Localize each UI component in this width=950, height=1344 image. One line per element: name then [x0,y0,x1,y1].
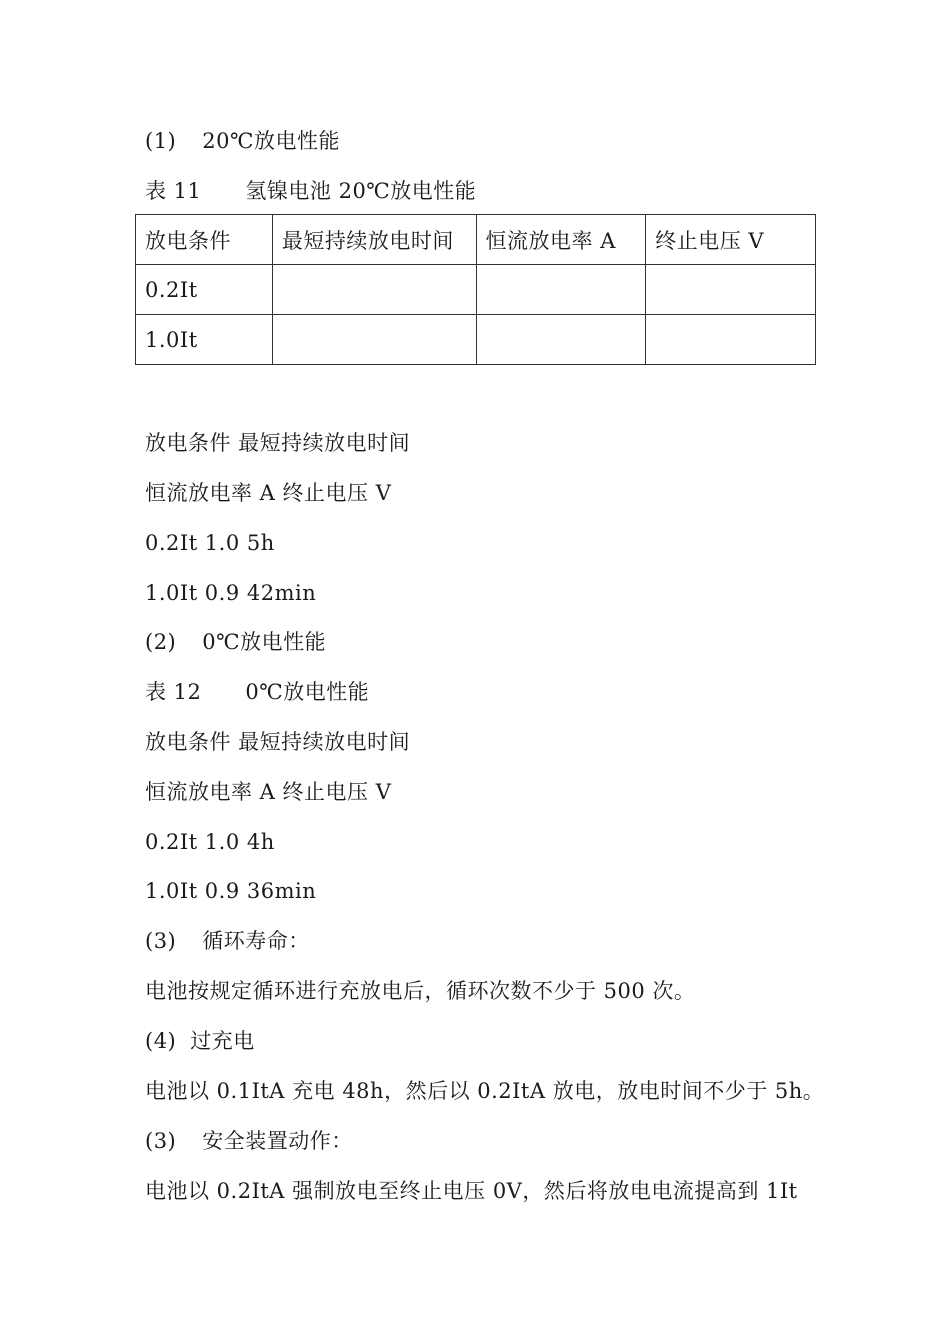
table-cell: 0.2It [136,265,273,315]
table-cell [476,265,646,315]
table-11-caption [145,178,476,204]
table-cell: 1.0It [136,315,273,365]
table-cell [646,265,816,315]
table-11 [135,214,816,365]
section-1-number: (1) [145,129,177,153]
text-line: 放电条件 最短持续放电时间 [145,730,411,754]
text-line: 0.2It 1.0 5h [145,531,275,555]
section-3-heading [145,928,310,954]
section-3-number: (3) [145,929,177,953]
section-5-title: 安全装置动作： [202,1129,353,1153]
table-12-caption [145,679,369,705]
safety-paragraph: 电池以 0.2ItA 强制放电至终止电压 0V，然后将放电电流提高到 1It [145,1179,798,1203]
table-row [136,315,816,365]
table-row [136,265,816,315]
header-cell-discharge-rate: 恒流放电率 A [476,215,646,265]
table-cell [272,265,476,315]
text-line: 0.2It 1.0 4h [145,830,275,854]
table-11-label: 表 11 [145,179,202,203]
section-4-title: 过充电 [190,1029,255,1053]
table-12-label: 表 12 [145,680,202,704]
text-line: 恒流放电率 A 终止电压 V [145,780,392,804]
section-2-heading [145,629,326,655]
text-line: 放电条件 最短持续放电时间 [145,431,411,455]
table-header-row [136,215,816,265]
cycle-life-paragraph: 电池按规定循环进行充放电后，循环次数不少于 500 次。 [145,979,696,1003]
section-1-heading [145,128,340,154]
text-line: 1.0It 0.9 36min [145,879,317,903]
header-cell-condition: 放电条件 [136,215,273,265]
table-cell [646,315,816,365]
table-cell [476,315,646,365]
section-5-number: (3) [145,1129,177,1153]
header-cell-end-voltage: 终止电压 V [646,215,816,265]
section-2-title: 0℃放电性能 [202,630,327,654]
section-1-title: 20℃放电性能 [202,129,340,153]
section-4-heading [145,1028,255,1054]
section-2-number: (2) [145,630,177,654]
table-cell [272,315,476,365]
table-11-title: 氢镍电池 20℃放电性能 [245,179,477,203]
overcharge-paragraph: 电池以 0.1ItA 充电 48h，然后以 0.2ItA 放电，放电时间不少于 5h。 [145,1079,825,1103]
section-3-title: 循环寿命： [202,929,310,953]
table-12-title: 0℃放电性能 [245,680,370,704]
text-line: 恒流放电率 A 终止电压 V [145,481,392,505]
header-cell-min-duration: 最短持续放电时间 [272,215,476,265]
section-4-number: (4) [145,1029,177,1053]
text-line: 1.0It 0.9 42min [145,581,317,605]
section-5-heading [145,1128,353,1154]
